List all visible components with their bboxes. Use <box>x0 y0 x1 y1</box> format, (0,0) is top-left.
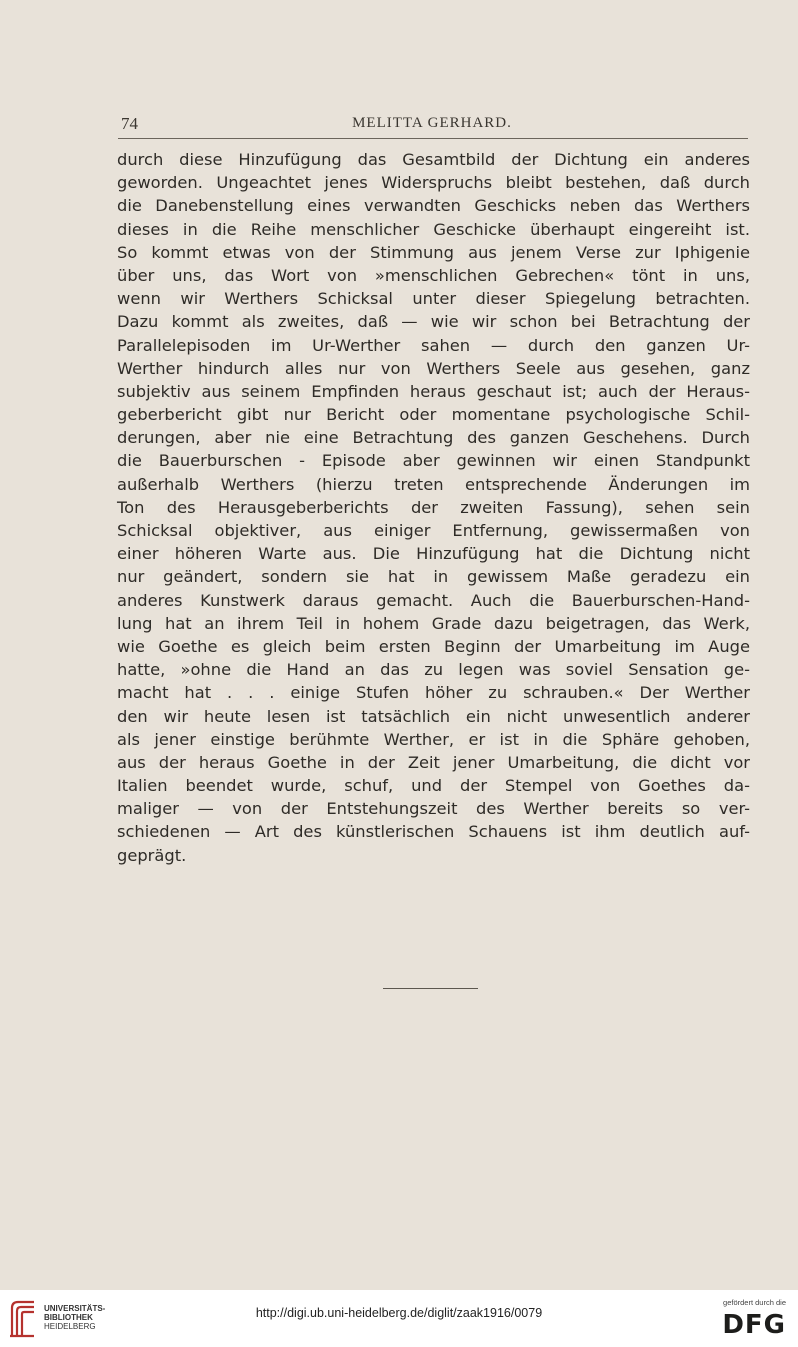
text-line: geworden. Ungeachtet jenes Widerspruchs bleibt bestehen, daß durch <box>117 173 750 193</box>
text-line: Werther hindurch alles nur von Werthers Seele aus gesehen, ganz <box>117 358 750 378</box>
text-line: macht hat . . . einige Stufen höher zu schrauben.« Der Werther <box>117 683 750 703</box>
text-line: Parallelepisoden im Ur-Werther sahen — durch den ganzen Ur- <box>117 335 750 355</box>
text-line: durch diese Hinzufügung das Gesamtbild der Dichtung ein anderes <box>117 150 750 169</box>
text-line: über uns, das Wort von »menschlichen Gebrechen« tönt in uns, <box>117 265 750 285</box>
body-text <box>117 148 750 867</box>
header-rule <box>118 138 748 139</box>
library-line: UNIVERSITÄTS- <box>44 1304 106 1313</box>
permalink-url[interactable]: http://digi.ub.uni-heidelberg.de/diglit/zaak1916/0079 <box>255 1306 543 1320</box>
running-title: MELITTA GERHARD. <box>352 115 512 131</box>
text-line: nur geändert, sondern sie hat in gewissem Maße geradezu ein <box>117 567 750 587</box>
text-line: anderes Kunstwerk daraus gemacht. Auch die Bauerburschen-Hand- <box>117 590 750 610</box>
dfg-caption: gefördert durch die <box>723 1298 786 1307</box>
text-line: die Bauerburschen - Episode aber gewinnen wir einen Standpunkt <box>117 451 750 471</box>
page-number: 74 <box>121 114 138 133</box>
text-line: Ton des Herausgeberberichts der zweiten Fassung), sehen sein <box>117 497 750 517</box>
library-line: BIBLIOTHEK <box>44 1313 93 1322</box>
text-line: So kommt etwas von der Stimmung aus jenem Verse zur Iphigenie <box>117 242 750 262</box>
running-header <box>118 114 746 138</box>
text-line: hatte, »ohne die Hand an das zu legen was soviel Sensation ge- <box>117 660 750 680</box>
text-line: aus der heraus Goethe in der Zeit jener Umarbeitung, die dicht vor <box>117 752 750 772</box>
text-line: geprägt. <box>117 845 187 865</box>
text-line: die Danebenstellung eines verwandten Geschicks neben das Werthers <box>117 196 750 216</box>
text-line: Italien beendet wurde, schuf, und der Stempel von Goethes da- <box>117 776 750 796</box>
text-line: dieses in die Reihe menschlicher Geschicke überhaupt eingereiht ist. <box>117 219 750 239</box>
text-line: schiedenen — Art des künstlerischen Schauens ist ihm deutlich auf- <box>117 822 750 842</box>
text-line: lung hat an ihrem Teil in hohem Grade dazu beigetragen, das Werk, <box>117 613 750 633</box>
text-line: maliger — von der Entstehungszeit des Werther bereits so ver- <box>117 799 750 819</box>
text-line: geberbericht gibt nur Bericht oder momentane psychologische Schil- <box>117 405 750 425</box>
library-line: HEIDELBERG <box>44 1322 96 1331</box>
text-line: Dazu kommt als zweites, daß — wie wir schon bei Betrachtung der <box>117 312 750 332</box>
text-line: außerhalb Werthers (hierzu treten entsprechende Änderungen im <box>117 474 750 494</box>
end-rule <box>383 988 478 989</box>
text-line: subjektiv aus seinem Empfinden heraus geschaut ist; auch der Heraus- <box>117 381 750 401</box>
text-line: wenn wir Werthers Schicksal unter dieser Spiegelung betrachten. <box>117 289 750 309</box>
text-line: einer höheren Warte aus. Die Hinzufügung hat die Dichtung nicht <box>117 544 750 564</box>
text-line: als jener einstige berühmte Werther, er ist in die Sphäre gehoben, <box>117 729 750 749</box>
text-line: den wir heute lesen ist tatsächlich ein nicht unwesentlich anderer <box>117 706 750 726</box>
footer-bar <box>0 1290 798 1347</box>
text-line: Schicksal objektiver, aus einiger Entfernung, gewissermaßen von <box>117 521 750 540</box>
text-line: derungen, aber nie eine Betrachtung des ganzen Geschehens. Durch <box>117 428 750 448</box>
dfg-logo: DFG <box>722 1310 786 1340</box>
text-line: wie Goethe es gleich beim ersten Beginn der Umarbeitung im Auge <box>117 636 750 656</box>
